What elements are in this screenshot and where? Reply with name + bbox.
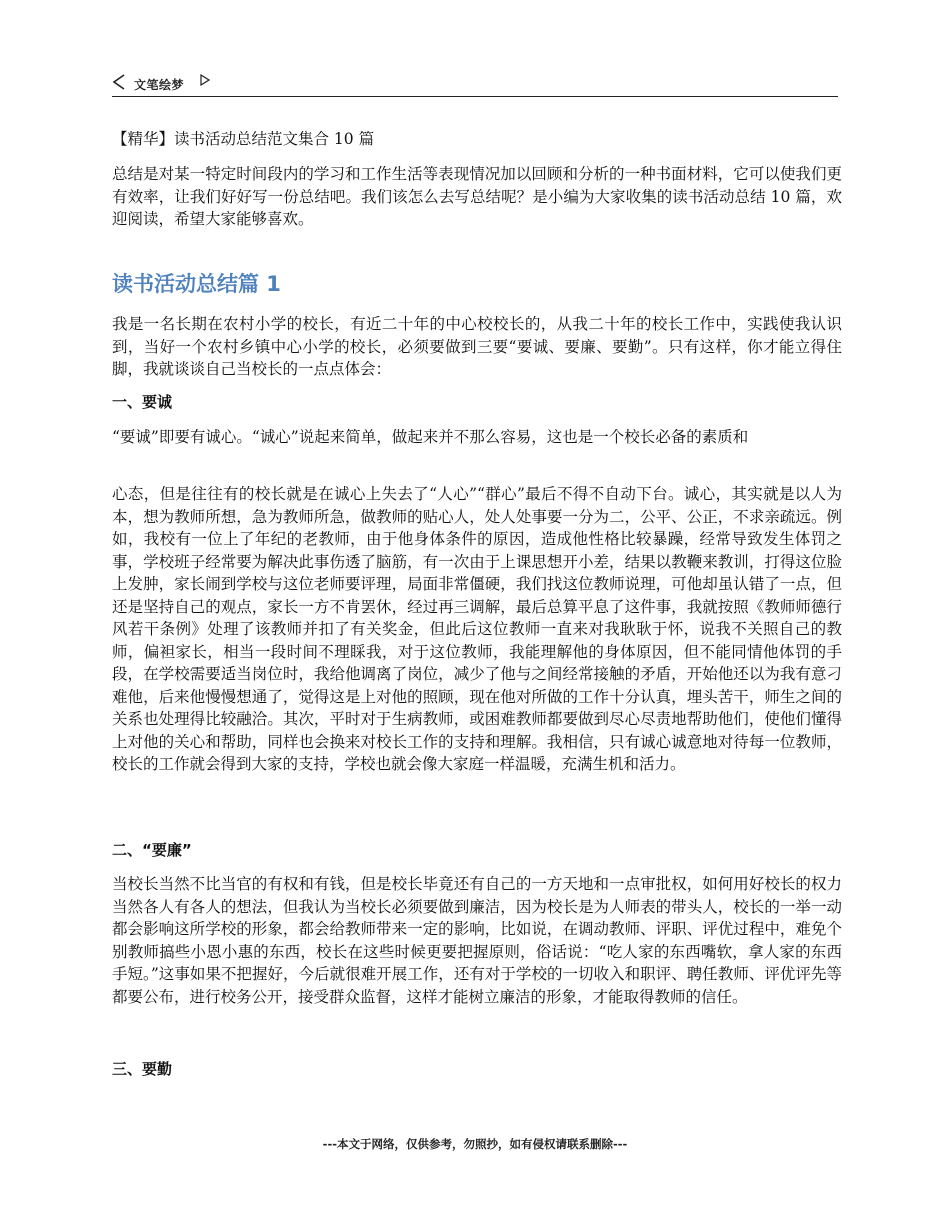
section-heading: 读书活动总结篇 1: [112, 272, 281, 296]
page-header: [112, 72, 838, 97]
paragraph-4: 当校长当然不比当官的有权和有钱，但是校长毕竟还有自己的一方天地和一点审批权，如何用好校长的权力当然各人有各人的想法，但我认为当校长必须要做到廉洁，因为校长是为人师表的带头人，校长的一举一动都会影响这所学校的形象，都会给教师带来一定的影响，比如说，在调动教师、评职、评优过程中，难免个别教师搞些小恩小惠的东西，校长在这些时候更要把握原则，俗话说：“吃人家的东西嘴软，拿人家的东西手短。”这事如果不把握好，今后就很难开展工作，还有对于学校的一切收入和职评、聘任教师、评优评先等都要公布，进行校务公开，接受群众监督，这样才能树立廉洁的形象，才能取得教师的信任。: [112, 875, 842, 1006]
paragraph-1: 我是一名长期在农村小学的校长，有近二十年的中心校校长的，从我二十年的校长工作中，实践使我认识到，当好一个农村乡镇中心小学的校长，必须要做到三要“要诚、要廉、要勤”。只有这样，你才能立得住脚，我就谈谈自己当校长的一点点体会：: [112, 315, 842, 378]
right-triangle-icon: [200, 74, 210, 86]
sub-heading-2: 二、“要廉”: [112, 841, 192, 859]
sub-heading-3: 三、要勤: [112, 1060, 173, 1078]
document-title: 【精华】读书活动总结范文集合 10 篇: [112, 130, 375, 148]
footer-notice: ---本文于网络，仅供参考，勿照抄，如有侵权请联系删除---: [322, 1137, 628, 1151]
intro-paragraph: 总结是对某一特定时间段内的学习和工作生活等表现情况加以回顾和分析的一种书面材料，它可以使我们更有效率，让我们好好写一份总结吧。我们该怎么去写总结呢？是小编为大家收集的读书活动总结 10 篇，欢迎阅读，希望大家能够喜欢。: [112, 165, 842, 228]
paragraph-3: 心态，但是往往有的校长就是在诚心上失去了“人心”“群心”最后不得不自动下台。诚心，其实就是以人为本，想为教师所想，急为教师所急，做教师的贴心人，处人处事要一分为二，公平、公正，不求亲疏远。例如，我校有一位上了年纪的老教师，由于他身体条件的原因，造成他性格比较暴躁，经常导致发生体罚之事，学校班子经常要为解决此事伤透了脑筋，有一次由于上课思想开小差，结果以教鞭来教训，打得这位脸上发肿，家长闹到学校与这位老师要评理，局面非常僵硬，我们找这位教师说理，可他却虽认错了一点，但还是坚持自己的观点，家长一方不肯罢休，经过再三调解，最后总算平息了这件事，我就按照《教师师德行风若干条例》处理了该教师并扣了有关奖金，但此后这位教师一直来对我耿耿于怀，说我不关照自己的教师，偏袒家长，相当一段时间不理睬我，对于这位教师，我能理解他的身体原因，但不能同情他体罚的手段，在学校需要适当岗位时，我给他调离了岗位，减少了他与之间经常接触的矛盾，开始他还以为我有意刁难他，后来他慢慢想通了，觉得这是上对他的照顾，现在他对所做的工作十分认真，埋头苦干，师生之间的关系也处理得比较融洽。其次，平时对于生病教师，或困难教师都要做到尽心尽责地帮助他们，使他们懂得上对他的关心和帮助，同样也会换来对校长工作的支持和理解。我相信，只有诚心诚意地对待每一位教师，校长的工作就会得到大家的支持，学校也就会像大家庭一样温暖，充满生机和活力。: [112, 485, 842, 773]
sub-heading-1: 一、要诚: [112, 393, 173, 411]
paragraph-2: “要诚”即要有诚心。“诚心”说起来简单，做起来并不那么容易，这也是一个校长必备的素质和: [112, 428, 749, 446]
left-triangle-icon: [112, 74, 126, 90]
brand-name: 文笔绘梦: [134, 78, 185, 92]
